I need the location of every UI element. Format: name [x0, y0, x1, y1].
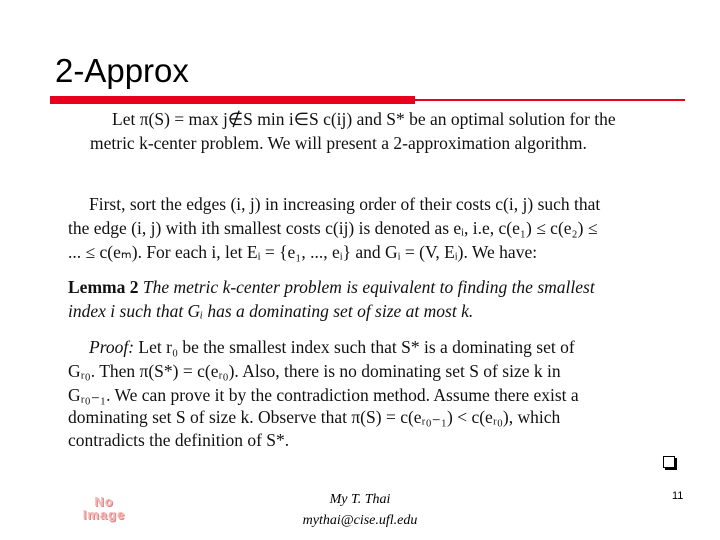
page-number: 11 — [672, 490, 684, 502]
lemma-text-1: The metric k-center problem is equivalent to finding the smallest — [142, 277, 595, 297]
qed-box-icon — [663, 456, 675, 468]
proof-line-5: contradicts the definition of S*. — [68, 430, 290, 450]
title-underline-bar — [50, 96, 415, 104]
footer-email: mythai@cise.ufl.edu — [302, 513, 418, 528]
paragraph-intro-line-2: metric k-center problem. We will present a 2-approximation algorithm. — [90, 133, 587, 153]
footer-author-block — [240, 489, 480, 531]
proof-line-3: Gᵣ₀₋₁. We can prove it by the contradiction method. Assume there exist a — [68, 385, 579, 405]
proof-label: Proof: — [89, 337, 135, 357]
paragraph-intro-line-1: Let π(S) = max j∉S min i∈S c(ij) and S* be an optimal solution for the — [112, 109, 616, 129]
title-underline-line — [415, 99, 685, 101]
no-image-logo — [73, 495, 135, 521]
logo-text-2: Image — [82, 507, 126, 522]
lemma-line-1 — [68, 276, 595, 300]
paragraph-sort-line-2: the edge (i, j) with ith smallest costs c(ij) is denoted as eᵢ, i.e, c(e₁) ≤ c(e₂) ≤ — [68, 218, 598, 238]
paragraph-sort-line-1: First, sort the edges (i, j) in increasing order of their costs c(i, j) such that — [89, 194, 601, 214]
proof-line-2: Gᵣ₀. Then π(S*) = c(eᵣ₀). Also, there is no dominating set S of size k in — [68, 361, 561, 381]
lemma-label: Lemma 2 — [68, 277, 139, 297]
proof-line-1 — [89, 336, 575, 360]
proof-line-4: dominating set S of size k. Observe that π(S) = c(eᵣ₀₋₁) < c(eᵣ₀), which — [68, 407, 561, 427]
lemma-line-2: index i such that Gᵢ has a dominating set of size at most k. — [68, 301, 474, 321]
paragraph-sort-line-3: ... ≤ c(eₘ). For each i, let Eᵢ = {e₁, ..., eᵢ} and Gᵢ = (V, Eᵢ). We have: — [68, 242, 538, 262]
footer-author: My T. Thai — [329, 492, 391, 507]
logo-text-1: No — [94, 494, 114, 509]
proof-text-1: Let r₀ be the smallest index such that S* is a dominating set of — [138, 337, 575, 357]
slide-title: 2-Approx — [55, 52, 189, 89]
